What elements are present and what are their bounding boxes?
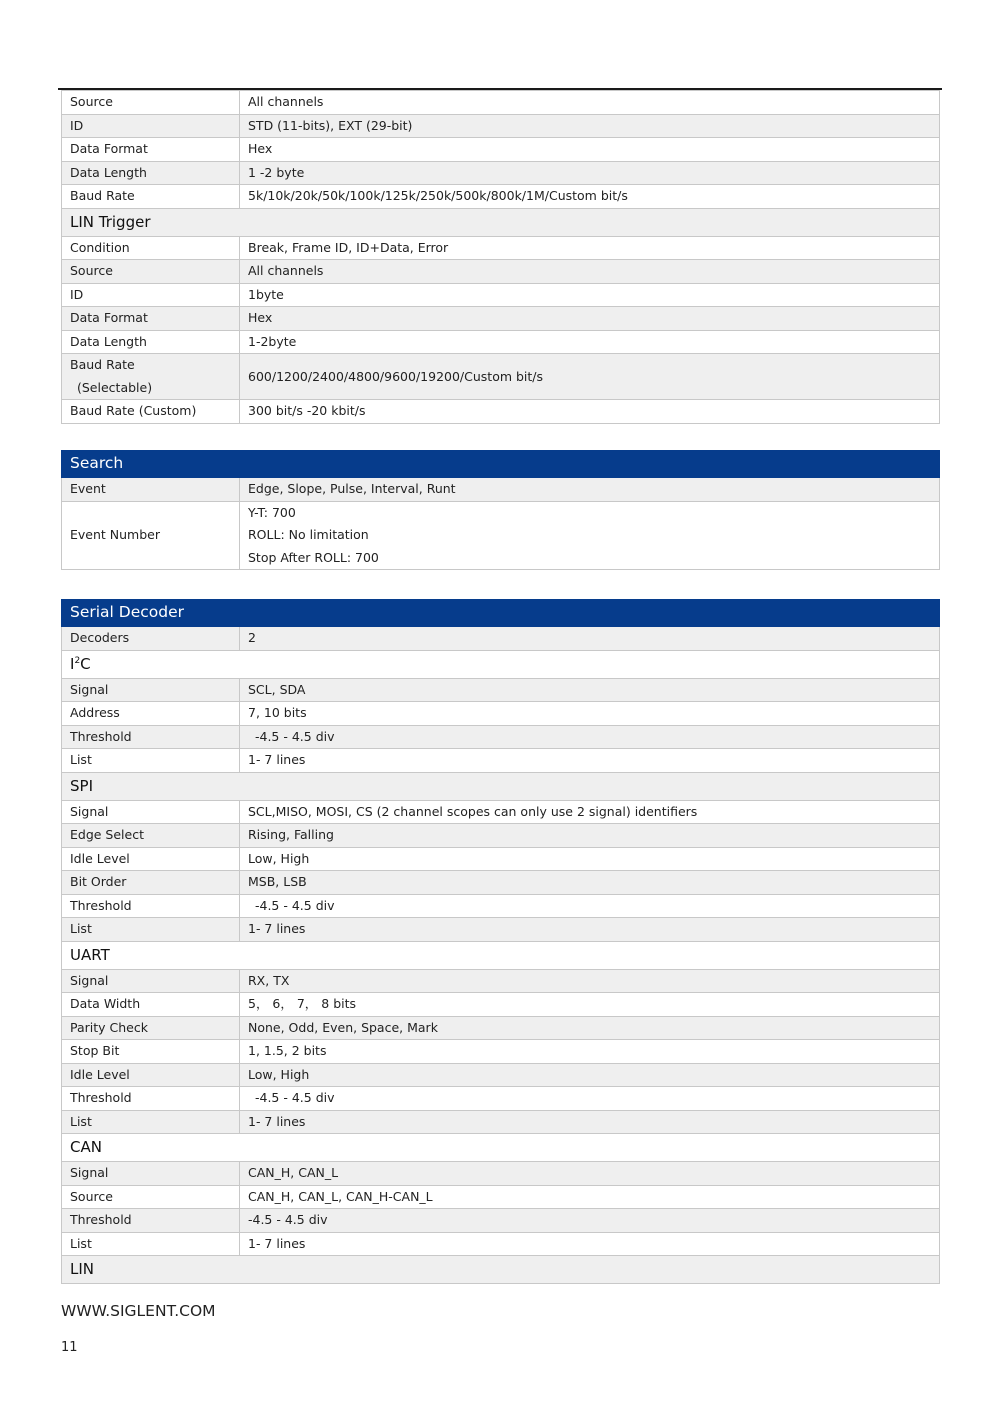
table-row — [62, 702, 940, 726]
row-label: Event — [62, 478, 240, 502]
table-row — [62, 678, 940, 702]
row-label: Decoders — [62, 627, 240, 651]
row-value: 5， 6， 7， 8 bits — [240, 993, 940, 1017]
table-row — [62, 847, 940, 871]
row-value: 300 bit/s -20 kbit/s — [240, 400, 940, 424]
i2c-title — [62, 650, 940, 678]
row-label: Stop Bit — [62, 1040, 240, 1064]
row-value: SCL,MISO, MOSI, CS (2 channel scopes can only use 2 signal) identifiers — [240, 800, 940, 824]
table-row — [62, 114, 940, 138]
row-value: All channels — [240, 260, 940, 284]
row-value: 1byte — [240, 283, 940, 307]
row-value-line: Stop After ROLL: 700 — [248, 549, 379, 565]
table-row — [62, 894, 940, 918]
row-value-line: ROLL: No limitation — [248, 527, 369, 542]
row-value: 1, 1.5, 2 bits — [240, 1040, 940, 1064]
table-row — [62, 1087, 940, 1111]
table-row — [62, 1040, 940, 1064]
row-label: Signal — [62, 1162, 240, 1186]
row-label: Data Format — [62, 307, 240, 331]
table-row — [62, 354, 940, 400]
row-value: 1-2byte — [240, 330, 940, 354]
row-label: Condition — [62, 236, 240, 260]
table-row — [62, 627, 940, 651]
row-value: 1- 7 lines — [240, 1110, 940, 1134]
row-label-line: (Selectable) — [77, 379, 153, 395]
row-label: Edge Select — [62, 824, 240, 848]
serial-decoder-title: Serial Decoder — [62, 600, 940, 627]
table-row — [62, 1063, 940, 1087]
row-label: List — [62, 749, 240, 773]
row-value: -4.5 - 4.5 div — [240, 1087, 940, 1111]
table-row — [62, 1016, 940, 1040]
row-label: Source — [62, 91, 240, 115]
row-value: Hex — [240, 138, 940, 162]
lin-title: LIN — [62, 1256, 940, 1284]
table-row — [62, 1209, 940, 1233]
row-label: ID — [62, 114, 240, 138]
lin-trigger-title: LIN Trigger — [62, 208, 940, 236]
row-label: Threshold — [62, 894, 240, 918]
row-label: List — [62, 1232, 240, 1256]
row-label: Signal — [62, 678, 240, 702]
table-row — [62, 918, 940, 942]
row-value: CAN_H, CAN_L — [240, 1162, 940, 1186]
row-label: Event Number — [62, 501, 240, 570]
row-label: ID — [62, 283, 240, 307]
row-value: 1- 7 lines — [240, 749, 940, 773]
row-label: Baud Rate — [62, 185, 240, 209]
row-value: 5k/10k/20k/50k/100k/125k/250k/500k/800k/1M/Custom bit/s — [240, 185, 940, 209]
row-value: Low, High — [240, 1063, 940, 1087]
row-value: 2 — [240, 627, 940, 651]
row-value: Low, High — [240, 847, 940, 871]
row-value: STD (11-bits), EXT (29-bit) — [240, 114, 940, 138]
table-row — [62, 993, 940, 1017]
table-row — [62, 307, 940, 331]
subsection-header — [62, 208, 940, 236]
row-value: 1- 7 lines — [240, 1232, 940, 1256]
row-label: Data Length — [62, 330, 240, 354]
row-label: List — [62, 918, 240, 942]
table-row — [62, 969, 940, 993]
row-label: Data Width — [62, 993, 240, 1017]
row-value: Rising, Falling — [240, 824, 940, 848]
row-label-line: Baud Rate — [70, 357, 135, 372]
subsection-header — [62, 772, 940, 800]
row-label — [62, 354, 240, 400]
table-row — [62, 1185, 940, 1209]
row-value: CAN_H, CAN_L, CAN_H-CAN_L — [240, 1185, 940, 1209]
table-row — [62, 725, 940, 749]
row-value: 600/1200/2400/4800/9600/19200/Custom bit/s — [240, 354, 940, 400]
uart-title: UART — [62, 941, 940, 969]
row-value: Hex — [240, 307, 940, 331]
row-value: RX, TX — [240, 969, 940, 993]
row-label: Threshold — [62, 1209, 240, 1233]
table-row — [62, 800, 940, 824]
row-value: Break, Frame ID, ID+Data, Error — [240, 236, 940, 260]
row-value: -4.5 - 4.5 div — [240, 725, 940, 749]
table-row — [62, 330, 940, 354]
row-value: SCL, SDA — [240, 678, 940, 702]
table-row — [62, 501, 940, 570]
table-row — [62, 749, 940, 773]
footer-url[interactable]: WWW.SIGLENT.COM — [61, 1302, 216, 1320]
search-spec-table — [61, 450, 940, 570]
subsection-header — [62, 650, 940, 678]
table-row — [62, 871, 940, 895]
row-value: None, Odd, Even, Space, Mark — [240, 1016, 940, 1040]
table-row — [62, 400, 940, 424]
row-label: Address — [62, 702, 240, 726]
i2c-title-sup: 2 — [74, 655, 81, 666]
table-row — [62, 236, 940, 260]
subsection-header — [62, 1134, 940, 1162]
table-row — [62, 824, 940, 848]
trigger-spec-table — [61, 90, 940, 424]
row-label: Data Length — [62, 161, 240, 185]
subsection-header — [62, 941, 940, 969]
table-row — [62, 283, 940, 307]
row-label: Baud Rate (Custom) — [62, 400, 240, 424]
row-label: Threshold — [62, 725, 240, 749]
table-row — [62, 185, 940, 209]
row-value: Edge, Slope, Pulse, Interval, Runt — [240, 478, 940, 502]
row-value — [240, 501, 940, 570]
table-row — [62, 1232, 940, 1256]
row-value: 1- 7 lines — [240, 918, 940, 942]
section-header — [62, 451, 940, 478]
row-value: -4.5 - 4.5 div — [240, 894, 940, 918]
row-value: MSB, LSB — [240, 871, 940, 895]
row-label: Bit Order — [62, 871, 240, 895]
row-value-line: Y-T: 700 — [248, 504, 296, 520]
row-label: Parity Check — [62, 1016, 240, 1040]
serial-decoder-spec-table — [61, 599, 940, 1284]
table-row — [62, 138, 940, 162]
row-label: Signal — [62, 969, 240, 993]
page-number: 11 — [61, 1340, 78, 1355]
can-title: CAN — [62, 1134, 940, 1162]
row-label: Source — [62, 260, 240, 284]
row-label: Idle Level — [62, 847, 240, 871]
row-label: List — [62, 1110, 240, 1134]
search-title: Search — [62, 451, 940, 478]
row-value: All channels — [240, 91, 940, 115]
row-label: Signal — [62, 800, 240, 824]
section-header — [62, 600, 940, 627]
row-label: Idle Level — [62, 1063, 240, 1087]
table-row — [62, 260, 940, 284]
subsection-header — [62, 1256, 940, 1284]
i2c-title-main: I — [70, 654, 75, 673]
row-value: -4.5 - 4.5 div — [240, 1209, 940, 1233]
row-label: Threshold — [62, 1087, 240, 1111]
i2c-title-tail: C — [80, 654, 91, 673]
spi-title: SPI — [62, 772, 940, 800]
table-row — [62, 1162, 940, 1186]
table-row — [62, 1110, 940, 1134]
table-row — [62, 161, 940, 185]
row-label: Data Format — [62, 138, 240, 162]
row-value: 1 -2 byte — [240, 161, 940, 185]
table-row — [62, 91, 940, 115]
row-value: 7, 10 bits — [240, 702, 940, 726]
table-row — [62, 478, 940, 502]
row-label: Source — [62, 1185, 240, 1209]
